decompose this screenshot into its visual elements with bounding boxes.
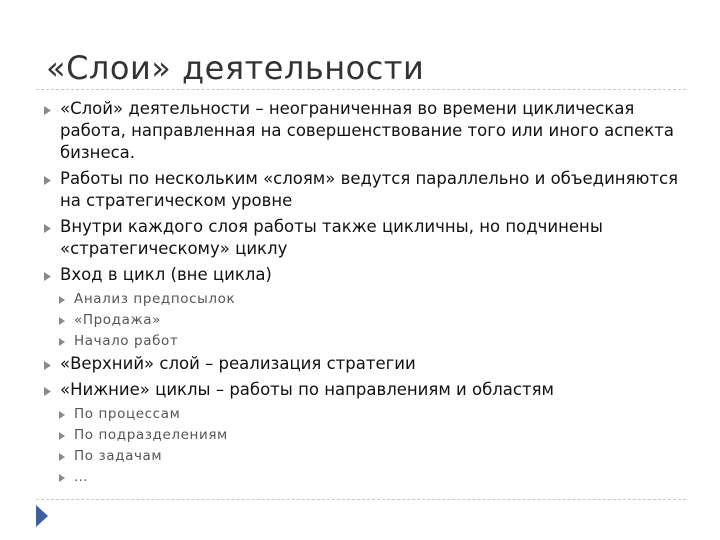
bullet-text: Начало работ xyxy=(74,333,179,349)
bullet-triangle-icon xyxy=(44,387,51,396)
bullet-triangle-icon xyxy=(44,224,51,233)
corner-arrow-icon xyxy=(36,505,50,527)
sub-bullet-item xyxy=(0,447,720,466)
bullet-triangle-icon xyxy=(44,272,51,281)
bullet-text: По процессам xyxy=(74,406,181,422)
bullet-item xyxy=(0,264,720,286)
bullet-item xyxy=(0,379,720,401)
footer-divider xyxy=(36,499,686,500)
bullet-triangle-icon xyxy=(59,453,65,461)
bullet-item xyxy=(0,168,720,212)
bullet-triangle-icon xyxy=(59,432,65,440)
sub-bullet-item xyxy=(0,311,720,330)
sub-bullet-item xyxy=(0,332,720,351)
sub-bullet-item xyxy=(0,290,720,309)
bullet-text: Анализ предпосылок xyxy=(74,291,236,307)
bullet-text: По подразделениям xyxy=(74,427,228,443)
bullet-text: Внутри каждого слоя работы также цикличны, но подчинены «стратегическому» циклу xyxy=(60,217,603,258)
bullet-text: «Верхний» слой – реализация стратегии xyxy=(60,354,416,373)
bullet-triangle-icon xyxy=(59,296,65,304)
bullet-list xyxy=(0,98,720,489)
bullet-triangle-icon xyxy=(59,474,65,482)
bullet-triangle-icon xyxy=(44,361,51,370)
bullet-triangle-icon xyxy=(59,317,65,325)
title-divider xyxy=(36,89,686,90)
bullet-triangle-icon xyxy=(59,338,65,346)
bullet-text: «Продажа» xyxy=(74,312,161,328)
bullet-text: «Слой» деятельности – неограниченная во времени циклическая работа, направленная на совершенствование того или иного аспекта бизнеса. xyxy=(60,99,674,162)
sub-bullet-item xyxy=(0,426,720,445)
bullet-text: … xyxy=(74,469,89,485)
sub-bullet-item xyxy=(0,405,720,424)
bullet-item xyxy=(0,98,720,164)
bullet-text: Работы по нескольким «слоям» ведутся параллельно и объединяются на стратегическом уровне xyxy=(60,169,679,210)
bullet-text: Вход в цикл (вне цикла) xyxy=(60,265,272,284)
bullet-text: По задачам xyxy=(74,448,163,464)
slide-title: «Слои» деятельности xyxy=(46,49,425,87)
bullet-item xyxy=(0,353,720,375)
bullet-text: «Нижние» циклы – работы по направлениям и областям xyxy=(60,380,554,399)
sub-bullet-item xyxy=(0,468,720,487)
bullet-triangle-icon xyxy=(59,411,65,419)
bullet-item xyxy=(0,216,720,260)
bullet-triangle-icon xyxy=(44,176,51,185)
bullet-triangle-icon xyxy=(44,106,51,115)
